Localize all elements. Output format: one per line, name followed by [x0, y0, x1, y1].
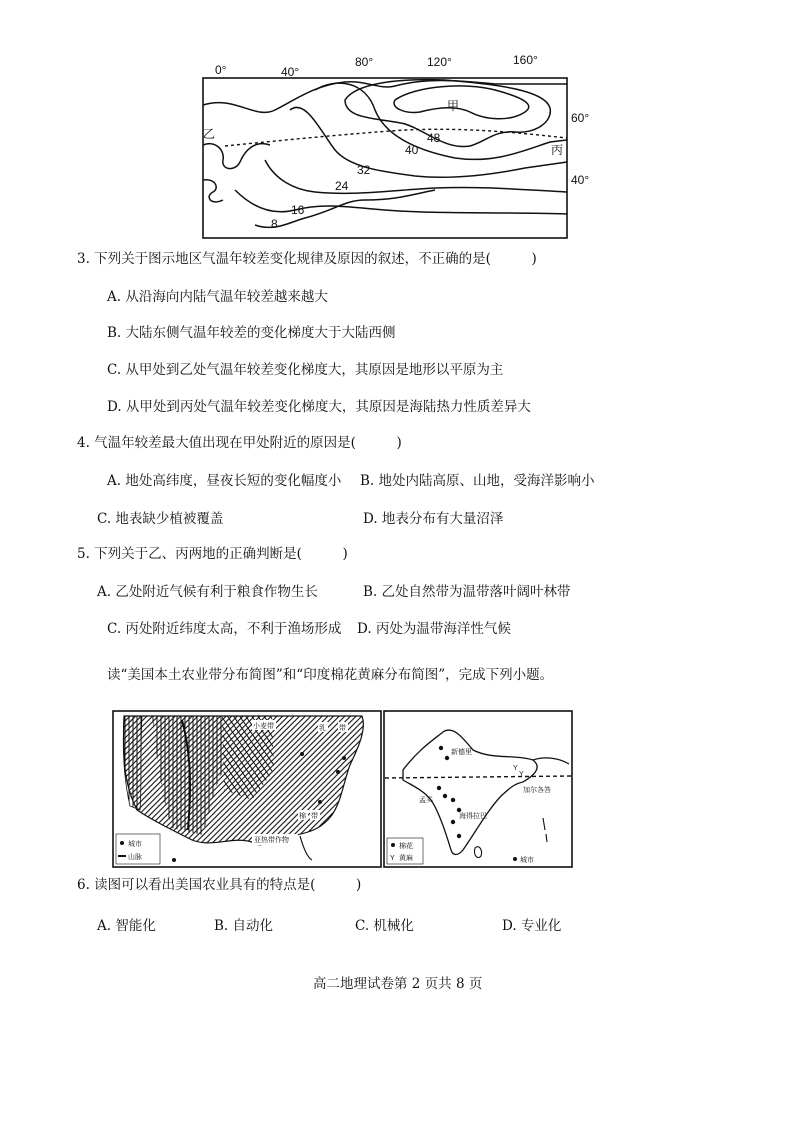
place-yi: 乙 [203, 127, 216, 141]
section-intro: 读“美国本土农业带分布简图”和“印度棉花黄麻分布简图”，完成下列小题。 [107, 667, 554, 683]
lon-label-80: 80° [355, 55, 374, 69]
map-frame [203, 78, 567, 238]
india-cotton-jute-map [383, 710, 573, 868]
sri-lanka [475, 847, 482, 858]
lat-label-40: 40° [571, 173, 590, 187]
legend-city: 城市 [128, 841, 142, 848]
contour-label-8: 8 [271, 217, 278, 231]
city-hyderabad: 海得拉巴 [459, 813, 487, 820]
q3-option-d: D. 从甲处到丙处气温年较差变化梯度大，其原因是海陆热力性质差异大 [107, 399, 531, 415]
lon-label-0: 0° [215, 63, 227, 77]
cotton-point [451, 798, 455, 802]
usa-pacific-strip [123, 716, 142, 810]
q6-option-c: C. 机械化 [355, 918, 414, 934]
contour-label-16: 16 [291, 203, 305, 217]
lon-label-120: 120° [427, 55, 452, 69]
legend-city-symbol [513, 857, 517, 861]
label-subtropical-crops: 亚热带作物 [254, 837, 289, 844]
q3-stem: 3. 下列关于图示地区气温年较差变化规律及原因的叙述，不正确的是( ) [77, 251, 537, 267]
city-dot [172, 858, 176, 862]
q3-option-a: A. 从沿海向内陆气温年较差越来越大 [107, 289, 328, 305]
q3-option-c: C. 从甲处到乙处气温年较差变化梯度大，其原因是地形以平原为主 [107, 362, 504, 378]
label-cotton-belt: 带 [311, 813, 318, 820]
q6-option-d: D. 专业化 [502, 918, 562, 934]
city-dot [300, 752, 304, 756]
india-coast-east [533, 758, 569, 764]
jute-mark: Y [519, 771, 524, 778]
lower-contour [255, 190, 435, 227]
q5-option-a: A. 乙处附近气候有利于粮食作物生长 [97, 584, 318, 600]
city-dot [342, 756, 346, 760]
label-cotton: 棉 [299, 813, 306, 820]
place-jia: 甲 [447, 99, 460, 113]
cotton-point [457, 808, 461, 812]
contour-label-32: 32 [357, 163, 371, 177]
west-coast-wiggles [203, 144, 270, 202]
coastline-north [203, 81, 567, 113]
isotherm-annual-range-map [195, 50, 605, 240]
isotherm-32 [315, 83, 567, 159]
usa-agriculture-belt-map [112, 710, 382, 868]
place-bing: 丙 [551, 143, 564, 157]
q5-option-b: B. 乙处自然带为温带落叶阔叶林带 [363, 584, 571, 600]
tropic-of-cancer [385, 776, 571, 778]
label-belt: 带 [339, 725, 346, 732]
legend-mountain: 山脉 [128, 854, 142, 861]
legend-cotton: 棉花 [399, 843, 413, 850]
cotton-point [445, 756, 449, 760]
isotherm-8 [235, 190, 567, 214]
contour-label-48: 48 [427, 131, 441, 145]
q6-option-a: A. 智能化 [97, 918, 156, 934]
city-kolkata: 加尔各答 [523, 787, 551, 794]
label-wheat-belt: 小麦带 [253, 723, 274, 730]
legend-jute-symbol: Y [390, 855, 395, 862]
q4-option-b: B. 地处内陆高原、山地，受海洋影响小 [360, 473, 595, 489]
cotton-point [439, 746, 443, 750]
cotton-point [451, 820, 455, 824]
andaman-islands [543, 818, 547, 842]
q4-option-d: D. 地表分布有大量沼泽 [363, 511, 504, 527]
page-footer: 高二地理试卷第 2 页共 8 页 [313, 976, 483, 992]
q5-option-d: D. 丙处为温带海洋性气候 [357, 621, 511, 637]
city-new-delhi: 新德里 [451, 749, 472, 756]
usa-florida [300, 836, 312, 860]
city-mumbai: 孟买 [419, 797, 433, 804]
label-dairy: 乳 [319, 725, 326, 732]
legend-city-symbol [120, 841, 124, 845]
cotton-point [443, 794, 447, 798]
city-dot [336, 770, 340, 774]
q4-option-a: A. 地处高纬度，昼夜长短的变化幅度小 [107, 473, 342, 489]
legend-jute: 黄麻 [399, 855, 413, 862]
q4-option-c: C. 地表缺少植被覆盖 [97, 511, 224, 527]
isotherm-48 [394, 86, 529, 119]
legend-cotton-symbol [391, 843, 395, 847]
jute-mark: Y [513, 765, 518, 772]
cotton-point [437, 786, 441, 790]
q4-stem: 4. 气温年较差最大值出现在甲处附近的原因是( ) [77, 435, 402, 451]
contour-label-24: 24 [335, 179, 349, 193]
cotton-point [457, 834, 461, 838]
lat-label-60: 60° [571, 111, 590, 125]
q3-option-b: B. 大陆东侧气温年较差的变化梯度大于大陆西侧 [107, 325, 396, 341]
q6-stem: 6. 读图可以看出美国农业具有的特点是( ) [77, 877, 362, 893]
lon-label-160: 160° [513, 53, 538, 67]
q5-stem: 5. 下列关于乙、丙两地的正确判断是( ) [77, 546, 348, 562]
city-dot [318, 800, 322, 804]
legend-city: 城市 [520, 857, 534, 864]
q5-option-c: C. 丙处附近纬度太高，不利于渔场形成 [107, 621, 342, 637]
lon-label-40: 40° [281, 65, 300, 79]
contour-label-40: 40 [405, 143, 419, 157]
q6-option-b: B. 自动化 [214, 918, 274, 934]
